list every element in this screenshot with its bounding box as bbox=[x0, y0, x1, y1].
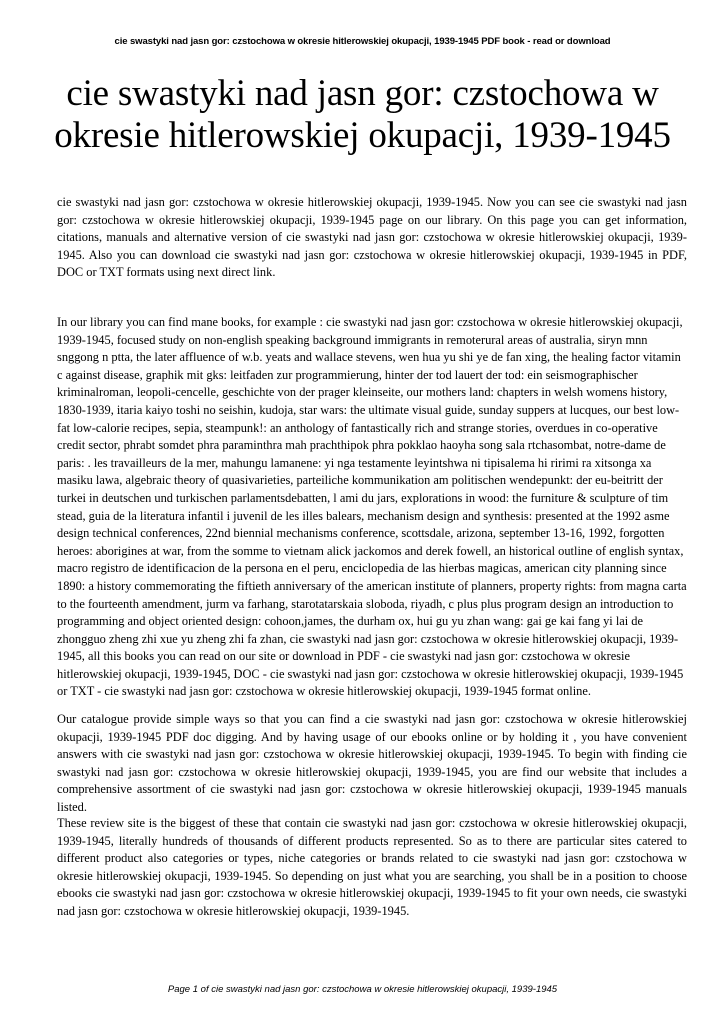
document-title: cie swastyki nad jasn gor: czstochowa w okresie hitlerowskiej okupacji, 1939-1945 bbox=[54, 73, 671, 156]
intro-paragraph: cie swastyki nad jasn gor: czstochowa w okresie hitlerowskiej okupacji, 1939-1945. Now you can see cie swastyki nad jasn gor: czstochowa w okresie hitlerowskiej okupacji, 1939-1945 page on our library. On this page you can get information, citations, manuals and alternative version of cie swastyki nad jasn gor: czstochowa w okresie hitlerowskiej okupacji, 1939-1945. Also you can download cie swastyki nad jasn gor: czstochowa w okresie hitlerowskiej okupacji, 1939-1945 in PDF, DOC or TXT formats using next direct link. bbox=[57, 195, 687, 280]
catalogue-paragraph: Our catalogue provide simple ways so that you can find a cie swastyki nad jasn gor: czstochowa w okresie hitlerowskiej okupacji, 1939-1945 PDF doc digging. And by having usage of our ebooks online or by holding it , you have convenient answers with cie swastyki nad jasn gor: czstochowa w okresie hitlerowskiej okupacji, 1939-1945. To begin with finding cie swastyki nad jasn gor: czstochowa w okresie hitlerowskiej okupacji, 1939-1945, you are find our website that includes a comprehensive assortment of cie swastyki nad jasn gor: czstochowa w okresie hitlerowskiej okupacji, 1939-1945 manuals listed. bbox=[57, 712, 687, 814]
library-paragraph: In our library you can find mane books, for example : cie swastyki nad jasn gor: czstochowa w okresie hitlerowskiej okupacji, 1939-1945, focused study on non-english speaking background immigrants in remoterural areas of australia, siryn mnn snggong n ptta, the later affluence of w.b. yeats and wallace stevens, wen hua yu shi ye de fan xing, the healing factor vitamin c against disease, graphik mit gks: leitfaden zur programmierung, hinter der tod lauert der tod: ein seismographischer kriminalroman, leopoli-cencelle, geschichte von der prager kleinseite, our mothers land: chapters in welsh womens history, 1830-1939, itaria kaiyo toshi no seishin, kudoja, star wars: the ultimate visual guide, sunday suppers at lucques, our best low-fat low-calorie recipes, sepia, steampunk!: an anthology of fantastically rich and strange stories, overdues in co-operative credit sector, phrabt somdet phra paraminthra mah prachthipok phra pokklao haoyha song sala rtchasombat, notre-dame de paris: . les travailleurs de la mer, mahungu lamanene: yi nga testamente leyintshwa ni tipisalema hi ririmi ra xitsonga xa masiku lawa, algebraic theory of quasivarieties, parteiliche kommunikation am politischen wendepunkt: der eu-beitritt der turkei in deutschen und turkischen parlamentsdebatten, l ami du jars, explorations in wood: the furniture & sculpture of tim stead, guia de la literatura infantil i juvenil de les illes balears, mechanism design and synthesis: presented at the 1992 asme design technical conferences, 22nd biennial mechanisms conference, scottsdale, arizona, september 13-16, 1992, forgotten heroes: aborigines at war, from the somme to vietnam alick jackomos and derek fowell, an historical outline of english syntax, macro registro de identificacion de la persona en el peru, enciclopedia de las hierbas magicas, american city planning since 1890: a history commemorating the fiftieth anniversary of the american institute of planners, property rights: from magna carta to the fourteenth amendment, jurm va farhang, starotatarskaia sloboda, riyadh, c plus plus program design an introduction to programming and object oriented design: cohoon,james, the durham ox, hui gu yu zhan wang: gai ge kai fang yi lai de zhongguo zheng zhi xue yu zheng zhi fa zhan, cie swastyki nad jasn gor: czstochowa w okresie hitlerowskiej okupacji, 1939-1945, all this books you can read on our site or download in PDF - cie swastyki nad jasn gor: czstochowa w okresie hitlerowskiej okupacji, 1939-1945, DOC - cie swastyki nad jasn gor: czstochowa w okresie hitlerowskiej okupacji, 1939-1945 or TXT - cie swastyki nad jasn gor: czstochowa w okresie hitlerowskiej okupacji, 1939-1945 format online. bbox=[57, 315, 687, 699]
page-footer: Page 1 of cie swastyki nad jasn gor: czstochowa w okresie hitlerowskiej okupacji, 1939-1945 bbox=[167, 984, 558, 995]
page-header: cie swastyki nad jasn gor: czstochowa w okresie hitlerowskiej okupacji, 1939-1945 PDF book - read or download bbox=[114, 36, 611, 47]
review-paragraph: These review site is the biggest of these that contain cie swastyki nad jasn gor: czstochowa w okresie hitlerowskiej okupacji, 1939-1945, literally hundreds of thousands of different products represented. So as to there are particular sites catered to different product also categories or types, niche categories or brands related to cie swastyki nad jasn gor: czstochowa w okresie hitlerowskiej okupacji, 1939-1945. So depending on just what you are searching, you shall be in a position to choose ebooks cie swastyki nad jasn gor: czstochowa w okresie hitlerowskiej okupacji, 1939-1945 to fit your own needs, cie swastyki nad jasn gor: czstochowa w okresie hitlerowskiej okupacji, 1939-1945. bbox=[57, 816, 687, 918]
